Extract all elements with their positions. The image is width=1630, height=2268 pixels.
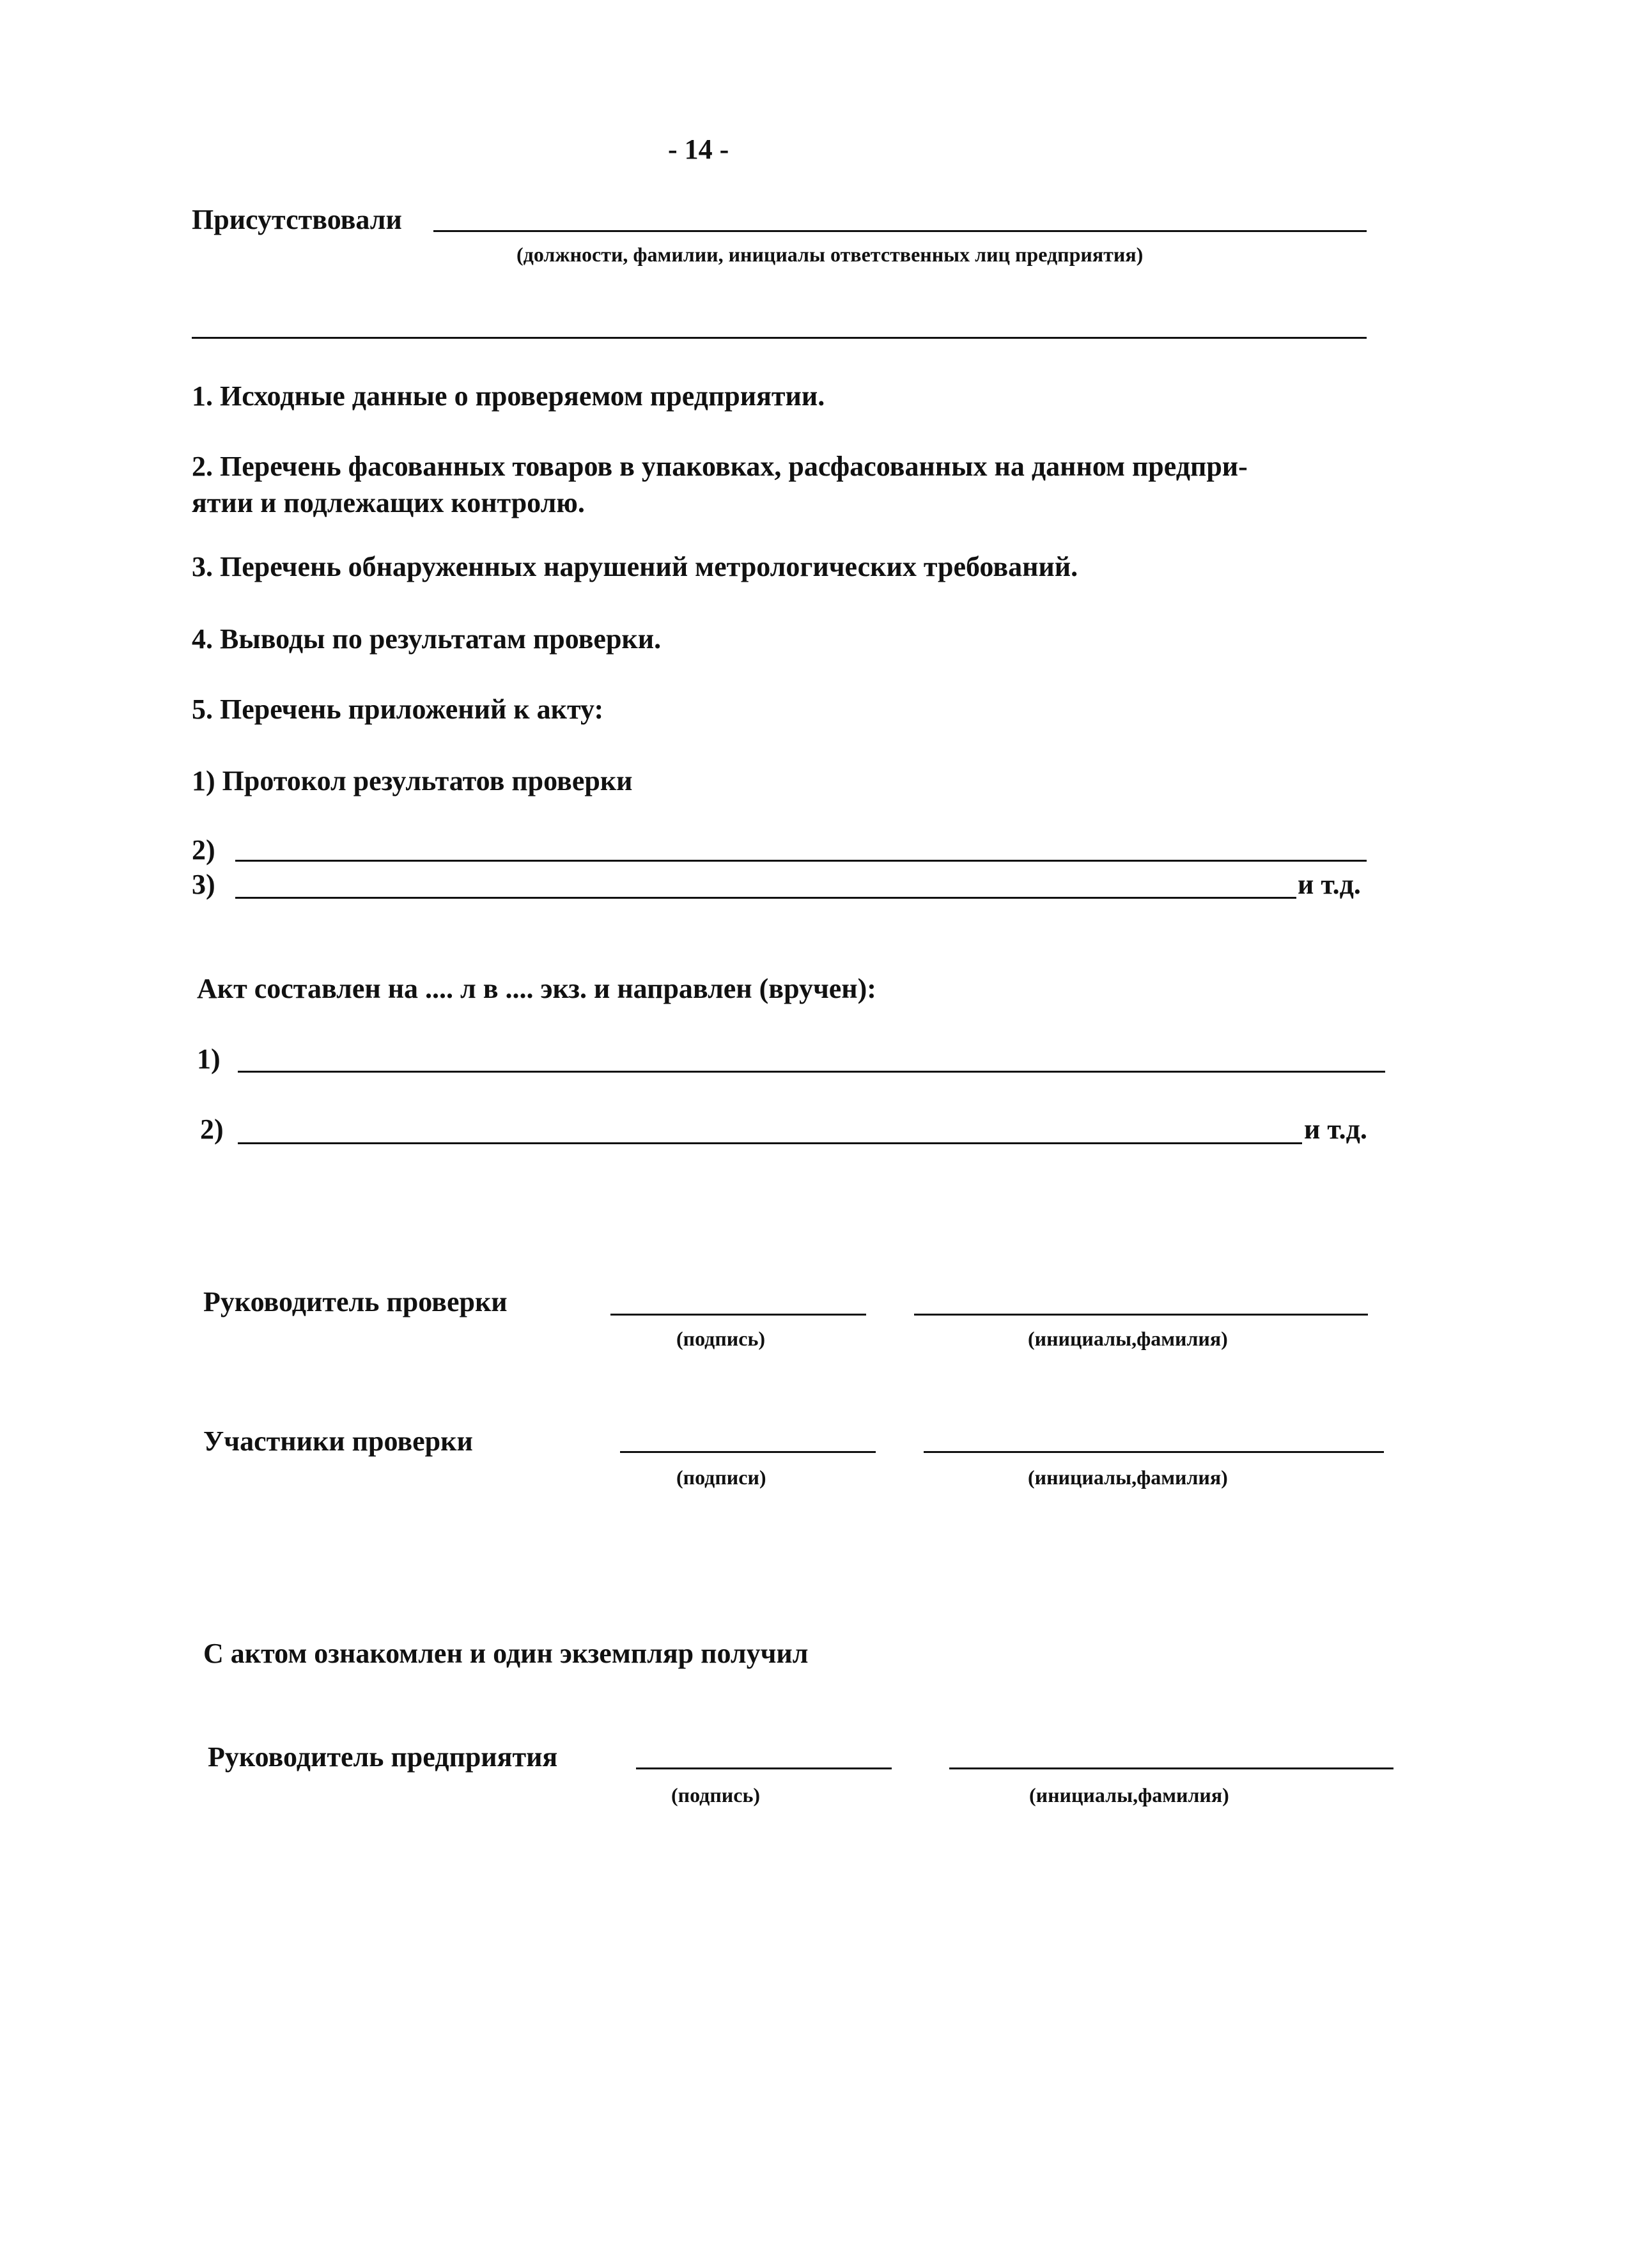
act-recipient-1-number: 1) <box>197 1043 221 1075</box>
act-recipient-2-number: 2) <box>200 1114 224 1145</box>
enterprise-head-name-line[interactable] <box>949 1767 1393 1769</box>
act-etc: и т.д. <box>1304 1114 1367 1145</box>
attachment-2-number: 2) <box>192 834 215 866</box>
present-caption: (должности, фамилии, инициалы ответственных лиц предприятия) <box>516 243 1144 266</box>
present-line[interactable] <box>433 230 1367 232</box>
enterprise-head-signature-caption: (подпись) <box>671 1783 761 1806</box>
enterprise-head-signature-line[interactable] <box>636 1767 892 1769</box>
attachment-2-line[interactable] <box>235 860 1367 862</box>
participants-signature-line[interactable] <box>620 1451 876 1453</box>
section-2-line-2: ятии и подлежащих контролю. <box>192 487 585 518</box>
inspection-head-signature-line[interactable] <box>610 1314 866 1316</box>
present-label: Присутствовали <box>192 204 402 235</box>
participants-name-caption: (инициалы,фамилия) <box>1028 1466 1228 1489</box>
inspection-head-name-caption: (инициалы,фамилия) <box>1028 1327 1228 1350</box>
acknowledgement-text: С актом ознакомлен и один экземпляр получил <box>203 1638 809 1669</box>
act-recipient-1-line[interactable] <box>238 1071 1385 1073</box>
participants-name-line[interactable] <box>924 1451 1384 1453</box>
section-3: 3. Перечень обнаруженных нарушений метрологических требований. <box>192 551 1078 582</box>
section-1: 1. Исходные данные о проверяемом предприятии. <box>192 380 825 412</box>
page-number: - 14 - <box>668 134 729 165</box>
act-recipient-2-line[interactable] <box>238 1142 1302 1144</box>
act-text: Акт составлен на .... л в .... экз. и направлен (вручен): <box>197 973 876 1004</box>
present-line-2[interactable] <box>192 337 1367 339</box>
section-4: 4. Выводы по результатам проверки. <box>192 623 662 655</box>
participants-label: Участники проверки <box>203 1425 473 1457</box>
attachment-3-number: 3) <box>192 869 215 900</box>
attachment-3-line[interactable] <box>235 897 1296 899</box>
enterprise-head-name-caption: (инициалы,фамилия) <box>1029 1783 1229 1806</box>
inspection-head-label: Руководитель проверки <box>203 1286 508 1317</box>
attachment-1: 1) Протокол результатов проверки <box>192 765 633 796</box>
inspection-head-signature-caption: (подпись) <box>676 1327 766 1350</box>
section-5: 5. Перечень приложений к акту: <box>192 694 604 725</box>
section-2-line-1: 2. Перечень фасованных товаров в упаковках, расфасованных на данном предпри- <box>192 451 1248 482</box>
enterprise-head-label: Руководитель предприятия <box>208 1741 558 1773</box>
participants-signature-caption: (подписи) <box>676 1466 766 1489</box>
inspection-head-name-line[interactable] <box>914 1314 1368 1316</box>
attachment-etc: и т.д. <box>1298 869 1361 900</box>
